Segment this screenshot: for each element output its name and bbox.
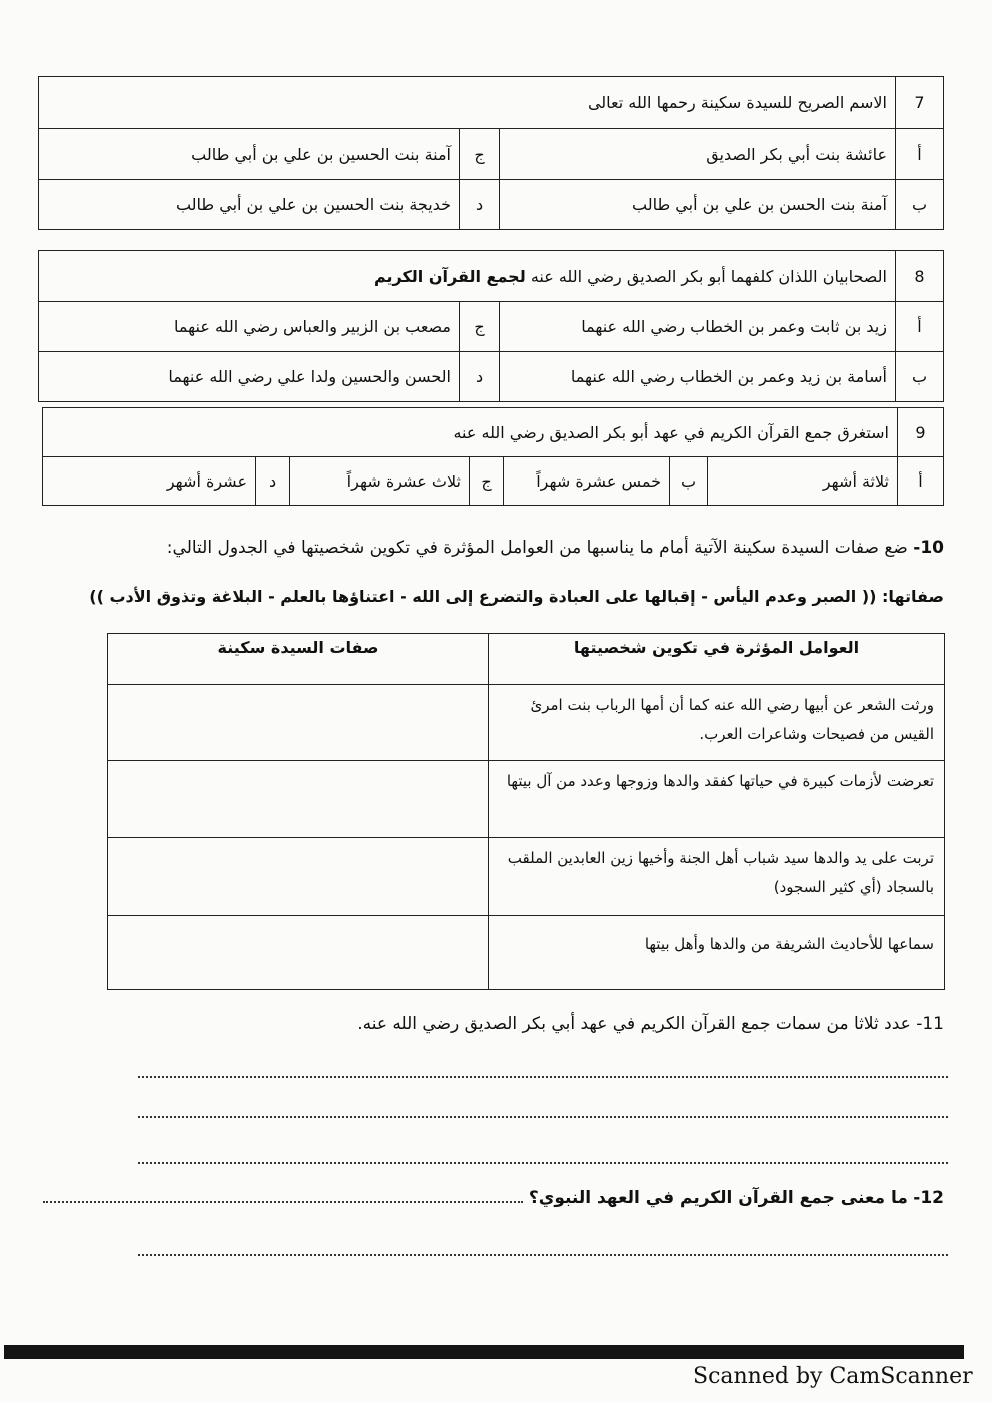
question-text: الاسم الصريح للسيدة سكينة رحمها الله تعالى xyxy=(39,77,896,129)
option-letter: أ xyxy=(896,129,944,180)
option-text: عائشة بنت أبي بكر الصديق xyxy=(500,129,896,180)
question-number: 7 xyxy=(896,77,944,129)
question-11 xyxy=(357,1014,944,1034)
option-letter: ب xyxy=(896,352,944,402)
column-header-traits: صفات السيدة سكينة xyxy=(108,634,489,685)
question-10-instruction xyxy=(167,538,944,558)
factor-cell: سماعها للأحاديث الشريفة من والدها وأهل بيتها xyxy=(489,916,945,990)
option-letter: ج xyxy=(470,457,504,506)
trait-answer-cell[interactable] xyxy=(108,685,489,761)
answer-line[interactable] xyxy=(138,1162,948,1164)
option-letter: أ xyxy=(896,302,944,352)
question-8-table xyxy=(38,250,944,402)
answer-line[interactable] xyxy=(138,1076,948,1078)
question-text-prefix: الصحابيان اللذان كلفهما أبو بكر الصديق رضي الله عنه xyxy=(530,266,887,286)
question-12 xyxy=(43,1188,944,1208)
factor-cell: تربت على يد والدها سيد شباب أهل الجنة وأخيها زين العابدين الملقب بالسجاد (أي كثير السجود) xyxy=(489,838,945,916)
option-letter: د xyxy=(256,457,290,506)
option-letter: ج xyxy=(460,129,500,180)
traits-factors-table xyxy=(107,633,945,990)
option-text: عشرة أشهر xyxy=(43,457,256,506)
question-9-table xyxy=(42,407,944,506)
question-10-traits xyxy=(89,587,944,606)
question-text: استغرق جمع القرآن الكريم في عهد أبو بكر الصديق رضي الله عنه xyxy=(43,408,898,457)
option-text: مصعب بن الزبير والعباس رضي الله عنهما xyxy=(39,302,460,352)
question-number: 10- xyxy=(913,538,944,558)
question-7-table xyxy=(38,76,944,230)
question-number: 9 xyxy=(898,408,944,457)
option-text: ثلاث عشرة شهراً xyxy=(290,457,470,506)
traits-list: (( الصبر وعدم اليأس - إقبالها على العبادة والتضرع إلى الله - اعتناؤها بالعلم - البلاغة وتذوق الأدب )) xyxy=(89,587,877,606)
option-text: آمنة بنت الحسن بن علي بن أبي طالب xyxy=(500,180,896,230)
question-text: عدد ثلاثا من سمات جمع القرآن الكريم في عهد أبي بكر الصديق رضي الله عنه. xyxy=(357,1014,911,1034)
option-letter: ب xyxy=(896,180,944,230)
option-text: الحسن والحسين ولدا علي رضي الله عنهما xyxy=(39,352,460,402)
traits-label: صفاتها: xyxy=(882,587,944,606)
question-text-bold: لجمع القرآن الكريم xyxy=(373,266,526,286)
question-text xyxy=(39,251,896,302)
option-text: أسامة بن زيد وعمر بن الخطاب رضي الله عنهما xyxy=(500,352,896,402)
option-letter: د xyxy=(460,180,500,230)
answer-line[interactable] xyxy=(138,1254,948,1256)
option-letter: د xyxy=(460,352,500,402)
option-letter: ب xyxy=(670,457,708,506)
trait-answer-cell[interactable] xyxy=(108,838,489,916)
option-letter: أ xyxy=(898,457,944,506)
option-text: ثلاثة أشهر xyxy=(708,457,898,506)
factor-cell: ورثت الشعر عن أبيها رضي الله عنه كما أن أمها الرباب بنت امرئ القيس من فصيحات وشاعرات العرب. xyxy=(489,685,945,761)
option-text: آمنة بنت الحسين بن علي بن أبي طالب xyxy=(39,129,460,180)
option-letter: ج xyxy=(460,302,500,352)
scanner-watermark: Scanned by CamScanner xyxy=(693,1364,973,1389)
option-text: خديجة بنت الحسين بن علي بن أبي طالب xyxy=(39,180,460,230)
question-text: ما معنى جمع القرآن الكريم في العهد النبوي؟ xyxy=(528,1188,908,1208)
option-text: زيد بن ثابت وعمر بن الخطاب رضي الله عنهما xyxy=(500,302,896,352)
option-text: خمس عشرة شهراً xyxy=(504,457,670,506)
question-text: ضع صفات السيدة سكينة الآتية أمام ما يناسبها من العوامل المؤثرة في تكوين شخصيتها في الجدول التالي: xyxy=(166,538,908,558)
question-number: 8 xyxy=(896,251,944,302)
trait-answer-cell[interactable] xyxy=(108,761,489,838)
trait-answer-cell[interactable] xyxy=(108,916,489,990)
column-header-factors: العوامل المؤثرة في تكوين شخصيتها xyxy=(489,634,945,685)
question-number: 11- xyxy=(916,1014,944,1034)
factor-cell: تعرضت لأزمات كبيرة في حياتها كفقد والدها وزوجها وعدد من آل بيتها xyxy=(489,761,945,838)
answer-line[interactable] xyxy=(138,1116,948,1118)
scan-edge-shadow xyxy=(4,1345,964,1359)
question-number: 12- xyxy=(913,1188,944,1208)
answer-line[interactable] xyxy=(43,1201,523,1203)
